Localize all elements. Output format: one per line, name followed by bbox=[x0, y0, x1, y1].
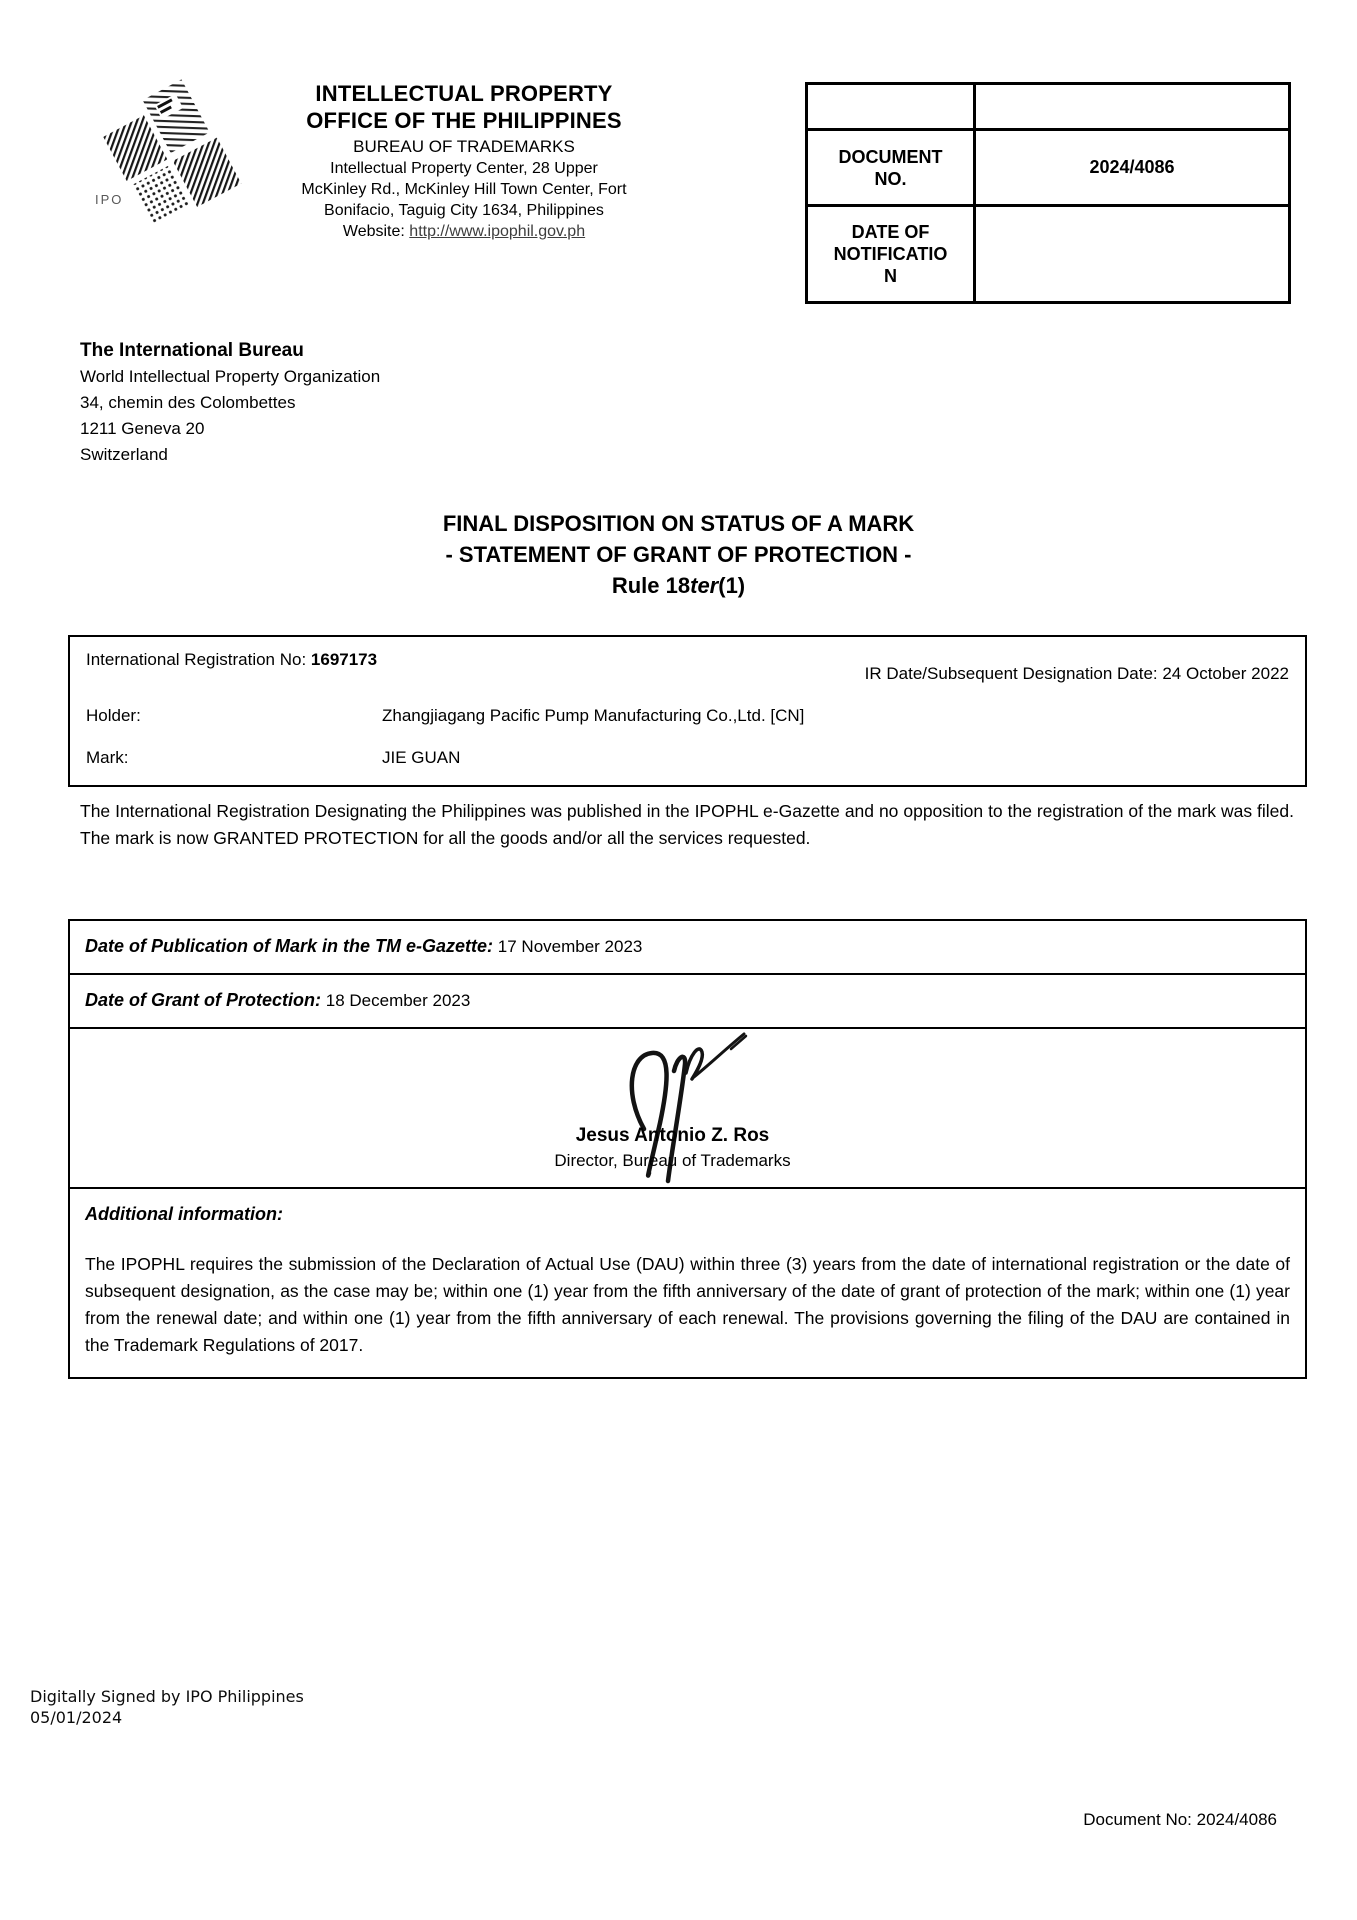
ir-number-label: International Registration No: bbox=[86, 650, 311, 669]
addressee-line: World Intellectual Property Organization bbox=[80, 367, 381, 386]
publication-date-value: 17 November 2023 bbox=[497, 937, 643, 956]
org-name-line1: INTELLECTUAL PROPERTY bbox=[315, 81, 613, 106]
title-line1: FINAL DISPOSITION ON STATUS OF A MARK bbox=[442, 511, 915, 536]
title-rule-prefix: Rule 18 bbox=[611, 573, 691, 598]
addressee-line: 34, chemin des Colombettes bbox=[80, 393, 296, 412]
title-rule-suffix: (1) bbox=[718, 573, 746, 598]
website-line bbox=[258, 221, 670, 243]
empty-header-value-cell bbox=[975, 84, 1290, 130]
office-address-line1: Intellectual Property Center, 28 Upper bbox=[330, 160, 598, 177]
grant-date-label: Date of Grant of Protection: bbox=[85, 990, 322, 1010]
additional-information-section bbox=[70, 1189, 1305, 1377]
signatory-title: Director, Bureau of Trademarks bbox=[554, 1151, 791, 1170]
holder-value: Zhangjiagang Pacific Pump Manufacturing Co.,Ltd. [CN] bbox=[382, 706, 805, 725]
publication-date-row bbox=[70, 921, 1305, 975]
ipophl-logo-graphic bbox=[95, 78, 245, 238]
digital-signature-note bbox=[30, 1686, 304, 1728]
addressee-line: 1211 Geneva 20 bbox=[80, 419, 205, 438]
addressee-name: The International Bureau bbox=[80, 340, 304, 361]
mark-row bbox=[86, 747, 1289, 769]
date-of-notification-label: DATE OF NOTIFICATION bbox=[807, 206, 975, 303]
signatory-block bbox=[70, 1123, 1275, 1173]
additional-information-text: The IPOPHL requires the submission of the Declaration of Actual Use (DAU) within three (3) years from the date of international registration or the date of subsequent designation, as the case may be; within one (1) year from the fifth anniversary of the date of grant of protection of the mark; within one (1) year from the renewal date; and within one (1) year from the fifth anniversary of each renewal. The provisions governing the filing of the DAU are contained in the Trademark Regulations of 2017. bbox=[85, 1254, 1290, 1355]
website-label: Website: bbox=[342, 223, 405, 240]
addressee-block bbox=[80, 338, 380, 468]
mark-label: Mark: bbox=[86, 748, 129, 767]
bureau-name: BUREAU OF TRADEMARKS bbox=[353, 137, 575, 156]
document-no-value: 2024/4086 bbox=[975, 130, 1290, 206]
website-link[interactable]: http://www.ipophil.gov.ph bbox=[409, 223, 586, 240]
table-row bbox=[807, 206, 1290, 303]
title-line2: - STATEMENT OF GRANT OF PROTECTION - bbox=[445, 542, 912, 567]
ipophl-logo-icon bbox=[95, 78, 245, 238]
date-of-notification-value bbox=[975, 206, 1290, 303]
grant-statement-paragraph: The International Registration Designating the Philippines was published in the IPOPHL e-Gazette and no opposition to the registration of the mark was filed. The mark is now GRANTED PROTECTION for all the goods and/or all the services requested. bbox=[80, 801, 1294, 848]
title-line3 bbox=[0, 570, 1357, 601]
ir-date: IR Date/Subsequent Designation Date: 24 October 2022 bbox=[864, 664, 1289, 683]
addressee-line: Switzerland bbox=[80, 445, 168, 464]
title-rule-italic: ter bbox=[690, 573, 719, 598]
page-title bbox=[0, 508, 1357, 601]
footer-document-no: Document No: 2024/4086 bbox=[1083, 1810, 1277, 1829]
publication-date-label: Date of Publication of Mark in the TM e-Gazette: bbox=[85, 936, 494, 956]
empty-header-cell bbox=[807, 84, 975, 130]
logo-text: IPO bbox=[95, 192, 124, 207]
mark-value: JIE GUAN bbox=[382, 748, 461, 767]
additional-information-label: Additional information: bbox=[85, 1204, 283, 1224]
signature-section bbox=[70, 1029, 1305, 1189]
signatory-name: Jesus Antonio Z. Ros bbox=[575, 1125, 770, 1146]
grant-date-value: 18 December 2023 bbox=[325, 991, 471, 1010]
office-address-line2: McKinley Rd., McKinley Hill Town Center, Fort bbox=[301, 181, 627, 198]
grant-date-row bbox=[70, 975, 1305, 1029]
holder-label: Holder: bbox=[86, 706, 141, 725]
ir-number bbox=[86, 649, 377, 671]
digital-signature-line2: 05/01/2024 bbox=[30, 1708, 123, 1727]
document-no-label: DOCUMENT NO. bbox=[807, 130, 975, 206]
table-row bbox=[807, 130, 1290, 206]
org-name-line2: OFFICE OF THE PHILIPPINES bbox=[306, 108, 622, 133]
registration-info-box bbox=[68, 635, 1307, 787]
registration-number-row bbox=[86, 649, 1289, 685]
grant-details-box bbox=[68, 919, 1307, 1379]
ir-number-value: 1697173 bbox=[310, 650, 378, 669]
office-address-line3: Bonifacio, Taguig City 1634, Philippines bbox=[324, 202, 604, 219]
letterhead bbox=[258, 80, 670, 243]
document-number-table bbox=[805, 82, 1291, 304]
digital-signature-line1: Digitally Signed by IPO Philippines bbox=[30, 1687, 304, 1706]
holder-row bbox=[86, 705, 1289, 727]
table-row bbox=[807, 84, 1290, 130]
